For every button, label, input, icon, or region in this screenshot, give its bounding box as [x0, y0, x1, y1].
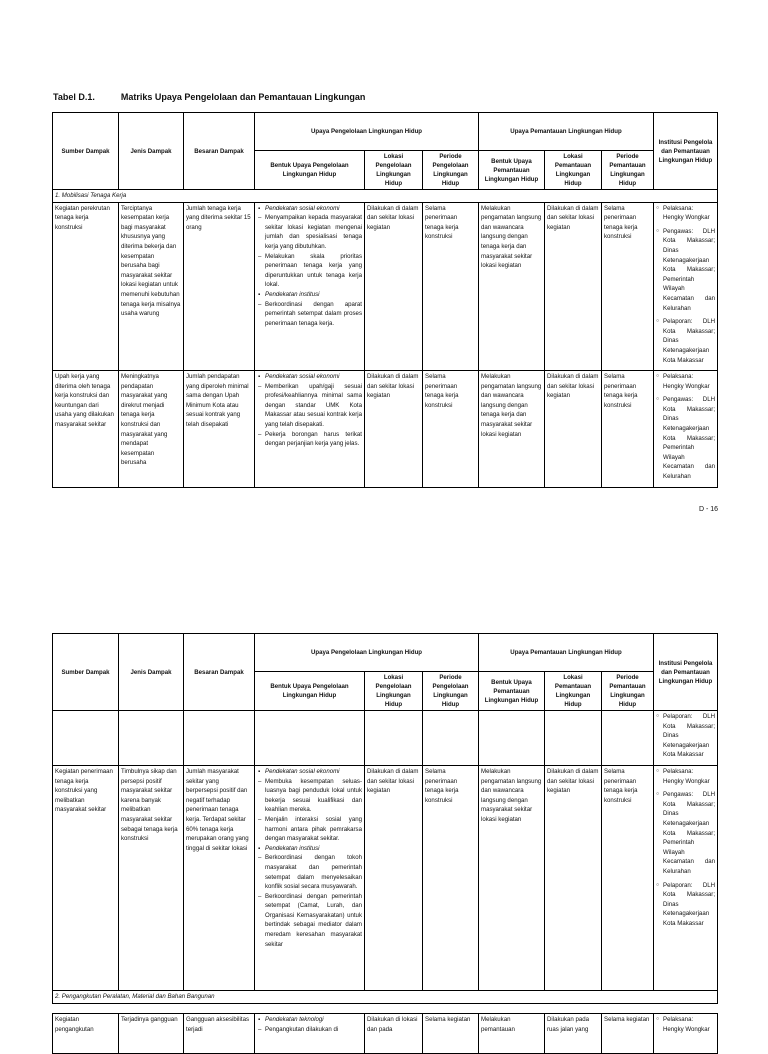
cell-periode-pemantauan: Selama penerimaan tenaga kerja konstruksi: [602, 202, 654, 371]
cell-sumber: Kegiatan penerimaan tenaga kerja konstruksi yang melibatkan masyarakat sekitar: [53, 765, 119, 990]
list-item: – Menyampaikan kepada masyarakat sekitar lokasi kegiatan mengenai jumlah dan spesialisasi tenaga kerja yang dibutuhkan.: [257, 213, 362, 251]
list-item: – Berkoordinasi dengan pemerintah setempat (Camat, Lurah, dan Organisasi Kemasyarakatan) untuk bertindak sebagai mediator dalam meredam keresahan masyarakat sekitar: [257, 892, 362, 950]
institution-pelaporan: ○ Pelaporan: DLH Kota Makassar; Dinas Ketenagakerjaan Kota Makassar: [656, 317, 715, 365]
header-bentuk-pengelolaan: Bentuk Upaya Pengelolaan Lingkungan Hidup: [255, 672, 365, 711]
cell-periode-pemantauan: Selama penerimaan tenaga kerja konstruksi: [602, 765, 654, 990]
cell-lokasi: Dilakukan di dalam dan sekitar lokasi kegiatan: [365, 371, 423, 488]
header-upaya-pemantauan: Upaya Pemantauan Lingkungan Hidup: [479, 113, 654, 151]
header-lokasi-pemantauan: Lokasi Pemantauan Lingkungan Hidup: [545, 151, 602, 190]
cell-periode: Selama penerimaan tenaga kerja konstruksi: [423, 371, 479, 488]
cell-institusi: [654, 371, 718, 488]
cell-bentuk-pengelolaan: [255, 1014, 365, 1054]
action-list: [257, 300, 362, 329]
cell-institusi: [654, 765, 718, 990]
header-bentuk-pemantauan: Bentuk Upaya Pemantauan Lingkungan Hidup: [479, 672, 545, 711]
cell-lokasi-pemantauan: Dilakukan pada ruas jalan yang: [545, 1014, 602, 1054]
cell-jenis: Terciptanya kesempatan kerja bagi masyarakat khususnya yang diterima bekerja dan kesempatan berusaha bagi masyarakat sekitar lokasi kegiatan untuk memenuhi kebutuhan tenaga kerja misalnya usaha warung: [119, 202, 184, 371]
action-list: [257, 1025, 362, 1035]
institution-pelaksana: ○ Pelaksana: Hengky Wongkar: [656, 767, 715, 786]
cell-periode: Selama penerimaan tenaga kerja konstruksi: [423, 765, 479, 990]
action-list: [257, 777, 362, 844]
cell-lokasi: Dilakukan di dalam dan sekitar lokasi kegiatan: [365, 765, 423, 990]
institution-pelaksana: ○ Pelaksana: Hengky Wongkar: [656, 204, 715, 223]
institution-pengawas: ○ Pengawas: DLH Kota Makassar; Dinas Ketenagakerjaan Kota Makassar; Pemerintah Wilayah Kecamatan dan Kelurahan: [656, 227, 715, 313]
cell-lokasi-pemantauan: Dilakukan di dalam dan sekitar lokasi kegiatan: [545, 202, 602, 371]
cell-lokasi-pemantauan: Dilakukan di dalam dan sekitar lokasi kegiatan: [545, 765, 602, 990]
institution-pelaporan: ○ Pelaporan: DLH Kota Makassar; Dinas Ketenagakerjaan Kota Makassar: [656, 881, 715, 929]
cell-periode-pemantauan: Selama penerimaan tenaga kerja konstruksi: [602, 371, 654, 488]
cell-institusi: [654, 202, 718, 371]
header-sumber-dampak: Sumber Dampak: [53, 113, 119, 190]
institution-pelaporan: ○ Pelaporan: DLH Kota Makassar; Dinas Ketenagakerjaan Kota Makassar: [656, 712, 715, 760]
list-item: – Berkoordinasi dengan tokoh masyarakat dan pemerintah setempat dalam menyelesaikan konflik sosial secara musyawarah.: [257, 853, 362, 891]
approach-heading: ▪ Pendekatan sosial ekonomi: [257, 372, 362, 382]
cell-lokasi-pemantauan: Dilakukan di dalam dan sekitar lokasi kegiatan: [545, 371, 602, 488]
header-lokasi-pengelolaan: Lokasi Pengelolaan Lingkungan Hidup: [365, 672, 423, 711]
cell-institusi: [654, 711, 718, 766]
cell-periode-pemantauan: Selama kegiatan: [602, 1014, 654, 1054]
cell-besaran: Jumlah masyarakat sekitar yang berpersepsi positif dan negatif terhadap penerimaan tenaga kerja. Terdapat sekitar 60% tenaga kerja merupakan orang yang tinggal di sekitar lokasi: [184, 765, 255, 990]
header-institusi: Institusi Pengelola dan Pemantauan Lingkungan Hidup: [654, 634, 718, 711]
header-besaran-dampak: Besaran Dampak: [184, 113, 255, 190]
cell-sumber: Kegiatan pengangkutan: [53, 1014, 119, 1054]
cell-sumber: Upah kerja yang diterima oleh tenaga kerja konstruksi dan keuntungan dari usaha yang dilakukan masyarakat sekitar: [53, 371, 119, 488]
header-sumber-dampak: Sumber Dampak: [53, 634, 119, 711]
header-periode-pengelolaan: Periode Pengelolaan Lingkungan Hidup: [423, 151, 479, 190]
table-row: [53, 202, 718, 371]
cell-lokasi: Dilakukan di dalam dan sekitar lokasi kegiatan: [365, 202, 423, 371]
cell-jenis: Meningkatnya pendapatan masyarakat yang direkrut menjadi tenaga kerja konstruksi dan masyarakat yang mendapat kesempatan berusaha: [119, 371, 184, 488]
header-upaya-pengelolaan: Upaya Pengelolaan Lingkungan Hidup: [255, 634, 479, 672]
cell-jenis: Timbulnya sikap dan persepsi positif masyarakat sekitar karena banyak melibatkan masyarakat sekitar sebagai tenaga kerja konstruksi: [119, 765, 184, 990]
cell-besaran: Jumlah pendapatan yang diperoleh minimal sama dengan Upah Minimum Kota atau sesuai kontrak yang telah disepakati: [184, 371, 255, 488]
action-list: [257, 213, 362, 290]
approach-heading: ▪ Pendekatan sosial ekonomi: [257, 767, 362, 777]
matrix-table-continuation: [52, 1013, 718, 1054]
header-bentuk-pengelolaan: Bentuk Upaya Pengelolaan Lingkungan Hidup: [255, 151, 365, 190]
section-title: 1. Mobilisasi Tenaga Kerja: [53, 190, 718, 203]
cell-bentuk-pengelolaan: [255, 765, 365, 990]
table-row: [53, 371, 718, 488]
cell-sumber: Kegiatan perekrutan tenaga kerja konstruksi: [53, 202, 119, 371]
header-lokasi-pemantauan: Lokasi Pemantauan Lingkungan Hidup: [545, 672, 602, 711]
cell-lokasi: Dilakukan di lokasi dan pada: [365, 1014, 423, 1054]
continuation-row-clip: [52, 1013, 717, 1033]
approach-heading: ▪ Pendekatan teknologi: [257, 1015, 362, 1025]
list-item: – Memberikan upah/gaji sesuai profesi/keahliannya minimal sama dengan standar UMK Kota Makassar atau sesuai kontrak kerja yang telah disepakati.: [257, 382, 362, 430]
header-upaya-pemantauan: Upaya Pemantauan Lingkungan Hidup: [479, 634, 654, 672]
header-upaya-pengelolaan: Upaya Pengelolaan Lingkungan Hidup: [255, 113, 479, 151]
table-title: [53, 92, 365, 102]
cell-periode: Selama penerimaan tenaga kerja konstruksi: [423, 202, 479, 371]
table-title-text: Matriks Upaya Pengelolaan dan Pemantauan Lingkungan: [120, 92, 366, 102]
cell-institusi: [654, 1014, 718, 1054]
institution-pelaksana: ○ Pelaksana: Hengky Wongkar: [656, 372, 715, 391]
table-row: [53, 1014, 718, 1054]
list-item: – Menjalin interaksi sosial yang harmoni antara pihak pemrakarsa dengan masyarakat sekitar.: [257, 815, 362, 844]
cell-bentuk-pengelolaan: [255, 371, 365, 488]
cell-bentuk-pemantauan: Melakukan pengamatan langsung dan wawancara langsung dengan masyarakat sekitar lokasi kegiatan: [479, 765, 545, 990]
institution-pengawas: ○ Pengawas: DLH Kota Makassar; Dinas Ketenagakerjaan Kota Makassar; Pemerintah Wilayah Kecamatan dan Kelurahan: [656, 395, 715, 481]
cell-periode: Selama kegiatan: [423, 1014, 479, 1054]
list-item: – Berkoordinasi dengan aparat pemerintah setempat dalam proses penerimaan tenaga kerja.: [257, 300, 362, 329]
cell-bentuk-pengelolaan: [255, 202, 365, 371]
table-title-label: Tabel D.1.: [53, 92, 95, 102]
table-row: [53, 711, 718, 766]
header-besaran-dampak: Besaran Dampak: [184, 634, 255, 711]
header-jenis-dampak: Jenis Dampak: [119, 634, 184, 711]
list-item: – Melakukan skala prioritas penerimaan tenaga kerja yang diperuntukkan untuk tenaga kerja lokal.: [257, 252, 362, 290]
approach-heading: ▪ Pendekatan institusi: [257, 844, 362, 854]
action-list: [257, 382, 362, 449]
cell-bentuk-pemantauan: Melakukan pengamatan langsung dan wawancara langsung dengan tenaga kerja dan masyarakat sekitar lokasi kegiatan: [479, 371, 545, 488]
matrix-table-page-1: [52, 112, 718, 488]
section-title: 2. Pengangkutan Peralatan, Material dan Bahan Bangunan: [53, 990, 718, 1003]
action-list: [257, 853, 362, 949]
list-item: – Pengangkutan dilakukan di: [257, 1025, 362, 1035]
cell-besaran: Jumlah tenaga kerja yang diterima sekitar 15 orang: [184, 202, 255, 371]
cell-jenis: Terjadinya gangguan: [119, 1014, 184, 1054]
header-institusi: Institusi Pengelola dan Pemantauan Lingkungan Hidup: [654, 113, 718, 190]
header-periode-pemantauan: Periode Pemantauan Lingkungan Hidup: [602, 151, 654, 190]
header-periode-pengelolaan: Periode Pengelolaan Lingkungan Hidup: [423, 672, 479, 711]
list-item: – Pekerja borongan harus terikat dengan perjanjian kerja yang jelas.: [257, 430, 362, 449]
table-row: [53, 765, 718, 990]
institution-pelaksana: ○ Pelaksana: Hengky Wongkar: [656, 1015, 715, 1034]
page-number: D - 16: [699, 506, 719, 513]
cell-besaran: Gangguan aksesibilitas terjadi: [184, 1014, 255, 1054]
approach-heading: ▪ Pendekatan sosial ekonomi: [257, 204, 362, 214]
header-jenis-dampak: Jenis Dampak: [119, 113, 184, 190]
matrix-table-page-2: [52, 633, 718, 1004]
approach-heading: ▪ Pendekatan institusi: [257, 290, 362, 300]
header-periode-pemantauan: Periode Pemantauan Lingkungan Hidup: [602, 672, 654, 711]
header-bentuk-pemantauan: Bentuk Upaya Pemantauan Lingkungan Hidup: [479, 151, 545, 190]
cell-bentuk-pemantauan: Melakukan pengamatan langsung dan wawancara langsung dengan tenaga kerja dan masyarakat sekitar lokasi kegiatan: [479, 202, 545, 371]
list-item: – Membuka kesempatan seluas-luasnya bagi penduduk lokal untuk bekerja sesuai kualifikasi dan keahlian mereka.: [257, 777, 362, 815]
institution-pengawas: ○ Pengawas: DLH Kota Makassar; Dinas Ketenagakerjaan Kota Makassar; Pemerintah Wilayah Kecamatan dan Kelurahan: [656, 790, 715, 876]
cell-bentuk-pemantauan: Melakukan pemantauan: [479, 1014, 545, 1054]
header-lokasi-pengelolaan: Lokasi Pengelolaan Lingkungan Hidup: [365, 151, 423, 190]
